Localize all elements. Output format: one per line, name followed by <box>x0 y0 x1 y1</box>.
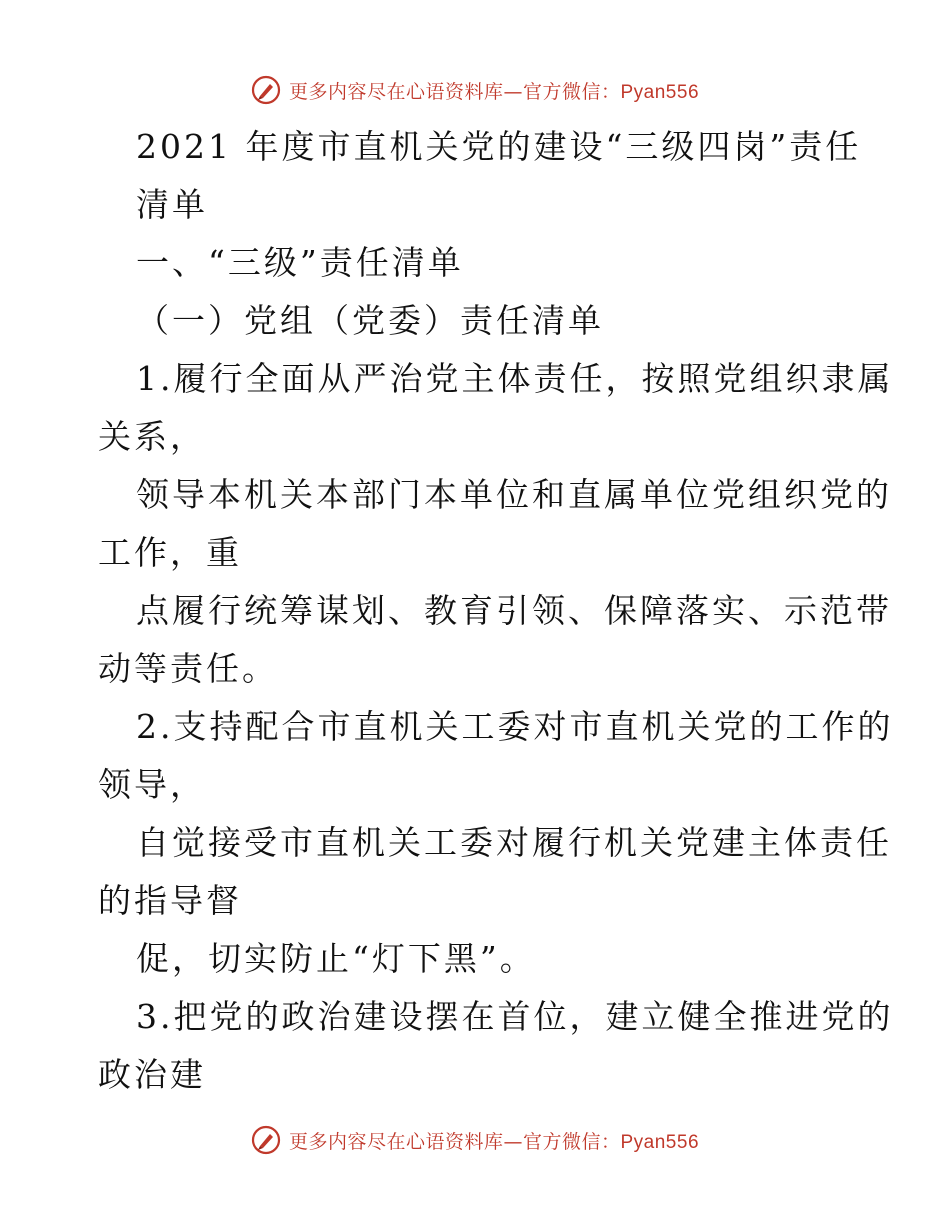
paragraph-line: 2.支持配合市直机关工委对市直机关党的工作的 <box>136 707 894 746</box>
paragraph-line: 领导本机关本部门本单位和直属单位党组织党的 <box>136 475 892 514</box>
watermark-wechat-id: Pyan556 <box>620 1131 700 1153</box>
section-heading: 一、“三级”责任清单 <box>136 243 464 282</box>
document-title-line-1: 2021 年度市直机关党的建设“三级四岗”责任 <box>136 127 862 166</box>
watermark-header <box>0 70 950 110</box>
paragraph-line: 3.把党的政治建设摆在首位，建立健全推进党的 <box>136 997 894 1036</box>
paragraph-line: 1.履行全面从严治党主体责任，按照党组织隶属 <box>136 359 894 398</box>
paragraph-line: 关系， <box>98 417 206 456</box>
paragraph-line: 自觉接受市直机关工委对履行机关党建主体责任 <box>136 823 892 862</box>
paragraph-line: 促，切实防止“灯下黑”。 <box>136 939 536 978</box>
watermark-brand-text: 更多内容尽在心语资料库—官方微信： <box>288 1130 621 1153</box>
watermark-wechat-id: Pyan556 <box>620 81 700 103</box>
paragraph-line: 点履行统筹谋划、教育引领、保障落实、示范带 <box>136 591 892 630</box>
document-title-line-2: 清单 <box>136 185 208 224</box>
paragraph-line: 动等责任。 <box>98 649 278 688</box>
paragraph-line: 工作，重 <box>98 533 242 572</box>
watermark-brand-text: 更多内容尽在心语资料库—官方微信： <box>288 80 621 103</box>
paragraph-line: 政治建 <box>98 1055 206 1094</box>
watermark-footer <box>0 1120 950 1160</box>
paragraph-line: 的指导督 <box>98 881 242 920</box>
paragraph-line: 领导， <box>98 765 206 804</box>
pen-nib-logo-icon <box>251 1125 281 1155</box>
subsection-heading: （一）党组（党委）责任清单 <box>136 301 604 340</box>
pen-nib-logo-icon <box>251 75 281 105</box>
